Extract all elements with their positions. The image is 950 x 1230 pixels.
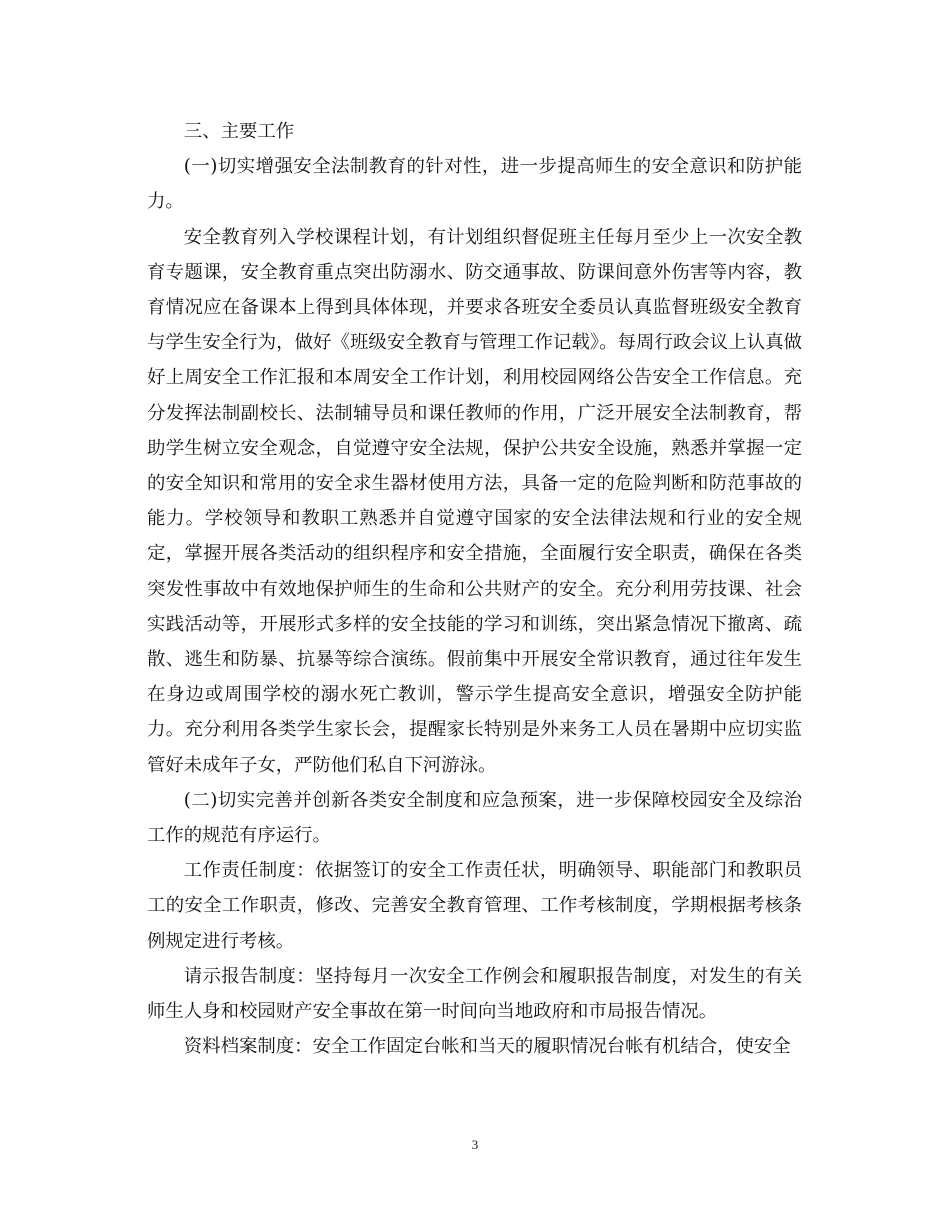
subheading-safety-systems: (二)切实完善并创新各类安全制度和应急预案，进一步保障校园安全及综治工作的规范有序运行。	[147, 789, 802, 847]
paragraph-archive-system: 资料档案制度：安全工作固定台帐和当天的履职情况台帐有机结合，使安全	[183, 1036, 791, 1058]
paragraph-safety-education: 安全教育列入学校课程计划，有计划组织督促班主任每月至少上一次安全教育专题课，安全教育重点突出防溺水、防交通事故、防课间意外伤害等内容，教育情况应在备课本上得到具体体现，并要求各班安全委员认真监督班级安全教育与学生安全行为，做好《班级安全教育与管理工作记载》。每周行政会议上认真做好上周安全工作汇报和本周安全工作计划，利用校园网络公告安全工作信息。充分发挥法制副校长、法制辅导员和课任教师的作用，广泛开展安全法制教育，帮助学生树立安全观念，自觉遵守安全法规，保护公共安全设施，熟悉并掌握一定的安全知识和常用的安全求生器材使用方法，具备一定的危险判断和防范事故的能力。学校领导和教职工熟悉并自觉遵守国家的安全法律法规和行业的安全规定，掌握开展各类活动的组织程序和安全措施，全面履行安全职责，确保在各类突发性事故中有效地保护师生的生命和公共财产的安全。充分利用劳技课、社会实践活动等，开展形式多样的安全技能的学习和训练，突出紧急情况下撤离、疏散、逃生和防暴、抗暴等综合演练。假前集中开展安全常识教育，通过往年发生在身边或周围学校的溺水死亡教训，警示学生提高安全意识，增强安全防护能力。充分利用各类学生家长会，提醒家长特别是外来务工人员在暑期中应切实监管好未成年子女，严防他们私自下河游泳。	[147, 226, 802, 776]
paragraph-responsibility-system: 工作责任制度：依据签订的安全工作责任状，明确领导、职能部门和教职员工的安全工作职责，修改、完善安全教育管理、工作考核制度，学期根据考核条例规定进行考核。	[147, 860, 802, 952]
subheading-safety-education: (一)切实增强安全法制教育的针对性，进一步提高师生的安全意识和防护能力。	[147, 156, 802, 213]
document-body	[147, 114, 802, 1064]
page-number: 3	[471, 1137, 479, 1152]
paragraph-reporting-system: 请示报告制度：坚持每月一次安全工作例会和履职报告制度，对发生的有关师生人身和校园财产安全事故在第一时间向当地政府和市局报告情况。	[147, 965, 802, 1023]
section-heading: 三、主要工作	[183, 121, 295, 142]
